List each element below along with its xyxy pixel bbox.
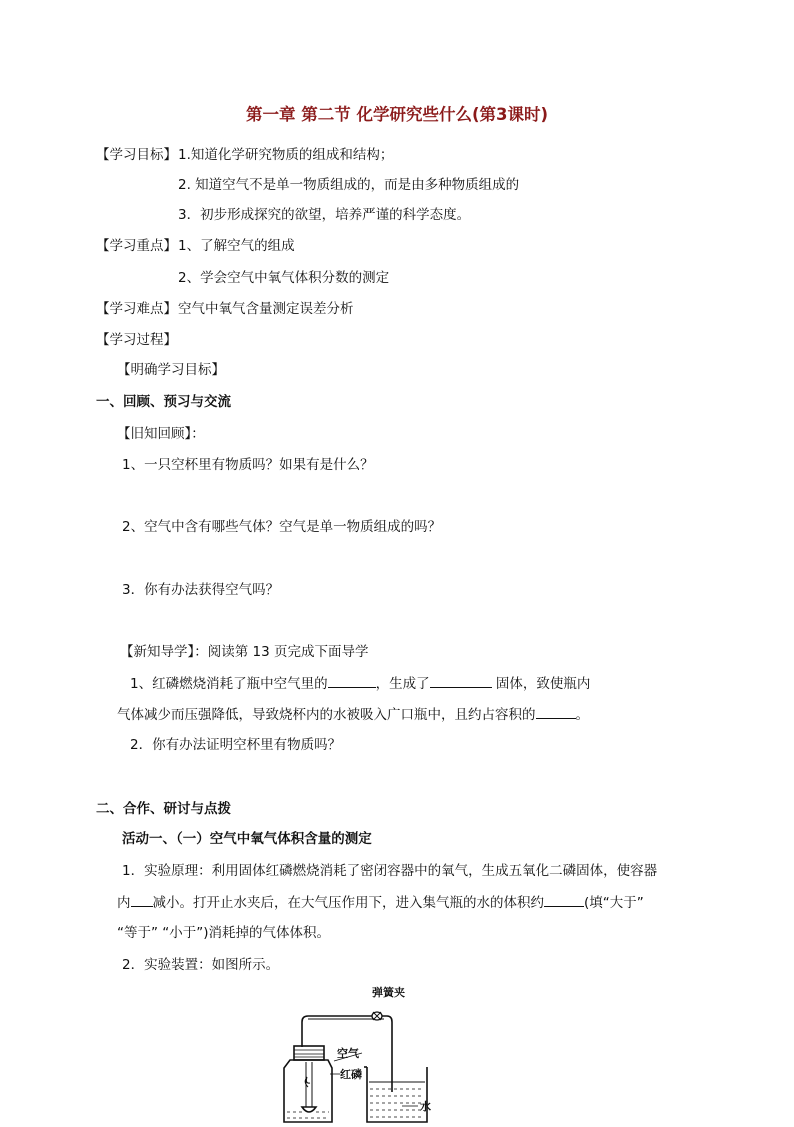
rubber-stopper xyxy=(294,1046,324,1060)
principle-text-c: (填“大于” xyxy=(584,895,644,911)
objective-3: 3．初步形成探究的欲望，培养严谨的科学态度。 xyxy=(178,207,471,223)
answer-blank-2[interactable] xyxy=(430,674,492,688)
difficulty-text: 空气中氧气含量测定误差分析 xyxy=(178,301,354,317)
section1-heading: 一、回顾、预习与交流 xyxy=(96,394,231,410)
objectives-label: 【学习目标】 xyxy=(96,147,177,163)
q1-text-d: 气体减少而压强降低，导致烧杯内的水被吸入广口瓶中，且约占容积的 xyxy=(117,707,536,723)
apparatus-text: 2．实验装置：如图所示。 xyxy=(122,957,280,973)
review-question-2: 2、空气中含有哪些气体？空气是单一物质组成的吗？ xyxy=(122,519,442,535)
q1-text-a: 1、红磷燃烧消耗了瓶中空气里的 xyxy=(130,676,328,692)
principle-line1: 1．实验原理：利用固体红磷燃烧消耗了密闭容器中的氧气，生成五氧化二磷固体，使容器 xyxy=(122,863,658,879)
principle-text-a: 内 xyxy=(117,895,131,911)
principle-line3: “等于” “小于”)消耗掉的气体体积。 xyxy=(117,925,331,941)
q1-text-b: ，生成了 xyxy=(375,676,430,692)
apparatus-figure xyxy=(272,982,442,1123)
key-point-2: 2、学会空气中氧气体积分数的测定 xyxy=(178,270,390,286)
process-label: 【学习过程】 xyxy=(96,332,177,348)
apparatus-diagram xyxy=(272,982,442,1123)
label-red-phosphorus: 红磷 xyxy=(340,1068,362,1081)
new-question-2: 2．你有办法证明空杯里有物质吗？ xyxy=(130,737,342,753)
phosphorus-spoon xyxy=(302,1107,316,1112)
label-water: 水 xyxy=(420,1100,431,1113)
review-question-3: 3．你有办法获得空气吗？ xyxy=(122,582,280,598)
difficulty-label: 【学习难点】 xyxy=(96,301,177,317)
principle-line2 xyxy=(117,893,644,912)
key-points-label: 【学习重点】 xyxy=(96,238,177,254)
section2-heading: 二、合作、研讨与点拨 xyxy=(96,801,231,817)
principle-text-b: 减小。打开止水夹后，在大气压作用下，进入集气瓶的水的体积约 xyxy=(152,895,544,911)
answer-blank-4[interactable] xyxy=(131,893,153,907)
objective-1: 1.知道化学研究物质的组成和结构； xyxy=(178,147,394,163)
label-air: 空气 xyxy=(337,1047,359,1060)
clarify-goal: 【明确学习目标】 xyxy=(117,362,225,378)
key-point-1: 1、了解空气的组成 xyxy=(178,238,295,254)
q1-text-c: 固体，致使瓶内 xyxy=(491,676,591,692)
review-label: 【旧知回顾】： xyxy=(117,426,205,442)
answer-blank-1[interactable] xyxy=(328,674,376,688)
activity-heading: 活动一、（一）空气中氧气体积含量的测定 xyxy=(122,831,372,847)
q1-text-e: 。 xyxy=(575,707,589,723)
new-question-1-line1 xyxy=(130,674,590,693)
review-question-1: 1、一只空杯里有物质吗？如果有是什么？ xyxy=(122,457,374,473)
answer-blank-5[interactable] xyxy=(544,893,584,907)
label-spring-clip: 弹簧夹 xyxy=(372,986,405,999)
combustion-spoon xyxy=(306,1062,312,1107)
page-title: 第一章 第二节 化学研究些什么(第3课时) xyxy=(245,105,549,124)
new-question-1-line2 xyxy=(117,705,589,724)
answer-blank-3[interactable] xyxy=(536,705,576,719)
beaker xyxy=(367,1067,427,1122)
new-knowledge-label: 【新知导学】：阅读第 13 页完成下面导学 xyxy=(120,644,369,660)
objective-2: 2. 知道空气不是单一物质组成的，而是由多种物质组成的 xyxy=(178,177,520,193)
